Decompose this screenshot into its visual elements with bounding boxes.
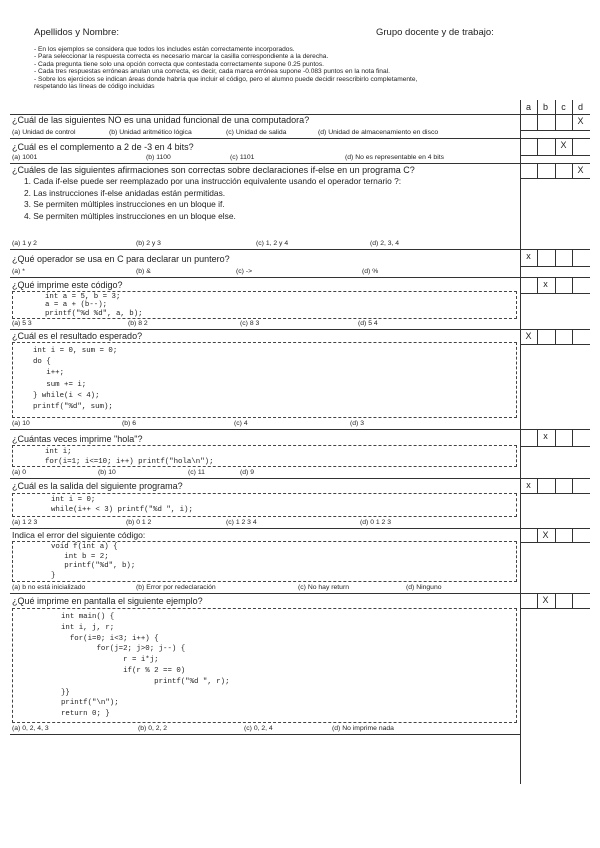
- statement: 2. Las instrucciones if-else anidadas están permitidas.: [24, 187, 226, 198]
- code-line: int i = 0;: [51, 496, 96, 504]
- option-d: (d) Unidad de almacenamiento en disco: [318, 129, 439, 136]
- instruction-line: - Cada pregunta tiene solo una opción correcta que contestada correctamente supone 0.25 puntos.: [34, 60, 324, 68]
- code-line: printf("\n");: [61, 699, 119, 708]
- option-b: (b) 1100: [146, 154, 171, 161]
- code-line: int a = 5, b = 3;: [45, 293, 121, 301]
- option-a: (a) 1 2 3: [12, 519, 38, 526]
- answer-mark-b[interactable]: x: [543, 279, 548, 289]
- column-b-label: b: [542, 102, 548, 112]
- option-b: (b) 10: [98, 469, 116, 476]
- instruction-line: - Cada tres respuestas erróneas anulan una correcta, es decir, cada marca errónea supone -0.083 puntos en la nota final.: [34, 68, 390, 76]
- options: [12, 268, 517, 276]
- option-c: (c) 0, 2, 4: [244, 725, 273, 732]
- answer-mark-d[interactable]: X: [577, 116, 584, 126]
- option-a: (a) 1001: [12, 154, 38, 161]
- column-d-label: d: [577, 102, 583, 112]
- answer-sheet: [10, 100, 590, 784]
- question-text: ¿Cuántas veces imprime "hola"?: [12, 434, 143, 444]
- option-a: (a) 0, 2, 4, 3: [12, 725, 49, 732]
- code-line: for(i=0; i<3; i++) {: [61, 634, 159, 643]
- code-block: [12, 608, 517, 723]
- question-1: [10, 115, 590, 139]
- option-d: (d) 2, 3, 4: [370, 240, 400, 247]
- option-c: (c) 1, 2 y 4: [256, 240, 289, 247]
- code-line: printf("%d %d", a, b);: [45, 309, 143, 318]
- option-d: (d) Ninguno: [406, 584, 442, 591]
- code-line: } while(i < 4);: [33, 391, 100, 400]
- answer-mark-c[interactable]: X: [560, 140, 567, 150]
- code-line: a = a + (b--);: [45, 301, 108, 310]
- options: [12, 519, 517, 527]
- question-text: ¿Cuál es el complemento a 2 de -3 en 4 bits?: [12, 142, 194, 152]
- question-8: [10, 479, 590, 529]
- option-a: (a) b no está inicializado: [12, 584, 86, 591]
- question-text: ¿Qué operador se usa en C para declarar un puntero?: [12, 254, 230, 264]
- code-line: void f(int a) {: [51, 543, 118, 551]
- answer-mark-a[interactable]: X: [525, 331, 532, 341]
- option-c: (c) 1 2 3 4: [226, 519, 257, 526]
- option-a: (a) 0: [12, 469, 26, 476]
- answer-mark-b[interactable]: x: [543, 431, 548, 441]
- option-a: (a) *: [12, 268, 25, 275]
- option-b: (b) 2 y 3: [136, 240, 161, 247]
- question-text: ¿Cuál es el resultado esperado?: [12, 331, 143, 341]
- question-text: ¿Cuáles de las siguientes afirmaciones son correctas sobre declaraciones if-else en un programa C?: [12, 165, 415, 175]
- answer-mark-b[interactable]: X: [542, 530, 549, 540]
- option-d: (d) 9: [240, 469, 254, 476]
- code-block: [12, 445, 517, 467]
- option-c: (c) 4: [234, 420, 248, 427]
- question-text: ¿Qué imprime este código?: [12, 280, 123, 290]
- code-line: sum += i;: [33, 380, 87, 389]
- code-line: do {: [33, 358, 51, 367]
- option-d: (d) No imprime nada: [332, 725, 394, 732]
- code-block: [12, 342, 517, 418]
- option-c: (c) 1101: [230, 154, 255, 161]
- options: [12, 584, 517, 592]
- instruction-line: - En los ejemplos se considera que todos los includes están correctamente incorporados.: [34, 46, 295, 53]
- option-a: (a) 1 y 2: [12, 240, 37, 247]
- option-b: (b) &: [136, 268, 151, 275]
- option-b: (b) 6: [122, 420, 136, 427]
- option-d: (d) No es representable en 4 bits: [345, 154, 444, 161]
- instruction-line: - Para seleccionar la respuesta correcta es necesario marcar la casilla correspondiente a la derecha.: [34, 53, 329, 61]
- option-d: (d) %: [362, 268, 379, 275]
- question-10: [10, 594, 590, 784]
- option-b: (b) 0, 2, 2: [138, 725, 168, 732]
- answer-column-header: [10, 100, 590, 115]
- option-d: (d) 0 1 2 3: [360, 519, 391, 526]
- column-a-label: a: [525, 102, 531, 112]
- code-line: for(j=2; j>0; j--) {: [61, 645, 186, 654]
- options: [12, 129, 517, 137]
- option-b: (b) Unidad aritmético lógica: [109, 129, 192, 136]
- instruction-line: - Sobre los ejercicios se indican áreas donde habría que incluir el código, pero el alumno puede decidir reescribirlo completamente,: [34, 75, 418, 83]
- group-label: Grupo docente y de trabajo:: [376, 27, 494, 38]
- code-line: printf("%d ", r);: [61, 677, 230, 686]
- statement: 4. Se permiten múltiples instrucciones en un bloque else.: [24, 210, 236, 221]
- question-text: ¿Qué imprime en pantalla el siguiente ejemplo?: [12, 596, 203, 606]
- code-line: printf("%d", b);: [51, 562, 136, 571]
- option-b: (b) Error por redeclaración: [136, 584, 216, 591]
- question-2: [10, 139, 590, 164]
- options: [12, 725, 517, 733]
- code-line: r = i*j;: [61, 656, 159, 665]
- column-c-label: c: [561, 102, 566, 112]
- answer-mark-d[interactable]: X: [577, 165, 584, 175]
- code-block: [12, 291, 517, 319]
- question-4: [10, 250, 590, 278]
- code-line: }: [51, 571, 56, 580]
- options: [12, 469, 517, 477]
- statement: 3. Se permiten múltiples instrucciones en un bloque if.: [24, 199, 225, 209]
- option-b: (b) 8 2: [128, 320, 148, 327]
- question-6: [10, 330, 590, 430]
- question-5: [10, 278, 590, 330]
- options: [12, 240, 517, 248]
- option-c: (c) 11: [188, 469, 205, 476]
- code-block: [12, 493, 517, 517]
- options: [12, 420, 517, 428]
- option-c: (c) No hay return: [298, 584, 349, 591]
- code-line: i++;: [33, 369, 65, 378]
- code-line: if(r % 2 == 0): [61, 666, 186, 675]
- code-line: }}: [61, 688, 70, 697]
- code-line: int i, j, r;: [61, 623, 115, 632]
- option-d: (d) 5 4: [358, 320, 378, 327]
- question-text: ¿Cuál de las siguientes NO es una unidad funcional de una computadora?: [12, 115, 310, 125]
- code-line: return 0; }: [61, 710, 110, 719]
- answer-mark-a[interactable]: x: [526, 480, 531, 490]
- options: [12, 320, 517, 328]
- question-7: [10, 430, 590, 479]
- option-c: (c) Unidad de salida: [226, 129, 287, 136]
- options: [12, 154, 517, 162]
- statement: 1. Cada if-else puede ser reemplazado por una instrucción equivalente usando el operador ternario ?:: [24, 176, 402, 186]
- question-text: ¿Cuál es la salida del siguiente programa?: [12, 481, 183, 491]
- answer-mark-b[interactable]: X: [542, 595, 549, 605]
- code-line: int main() {: [61, 613, 115, 621]
- option-c: (c) ->: [236, 268, 253, 275]
- question-9: [10, 529, 590, 594]
- instruction-line: respetando las líneas de código incluidas: [34, 83, 155, 91]
- code-line: for(i=1; i<=10; i++) printf("hola\n");: [45, 457, 214, 466]
- option-a: (a) 10: [12, 420, 30, 427]
- option-b: (b) 0 1 2: [126, 519, 152, 526]
- question-text: Indica el error del siguiente código:: [12, 530, 146, 540]
- code-line: int i = 0, sum = 0;: [33, 347, 118, 355]
- question-3: [10, 164, 590, 250]
- option-c: (c) 8 3: [240, 320, 260, 327]
- code-block: [12, 541, 517, 582]
- code-line: while(i++ < 3) printf("%d ", i);: [51, 505, 193, 514]
- name-label: Apellidos y Nombre:: [34, 27, 120, 38]
- option-a: (a) 5 3: [12, 320, 32, 327]
- option-a: (a) Unidad de control: [12, 129, 76, 136]
- answer-mark-a[interactable]: x: [526, 251, 531, 261]
- code-line: int i;: [45, 448, 72, 456]
- code-line: printf("%d", sum);: [33, 403, 113, 412]
- statement-list: [12, 176, 518, 222]
- code-line: int b = 2;: [51, 552, 109, 561]
- option-d: (d) 3: [350, 420, 364, 427]
- instructions: [34, 46, 590, 90]
